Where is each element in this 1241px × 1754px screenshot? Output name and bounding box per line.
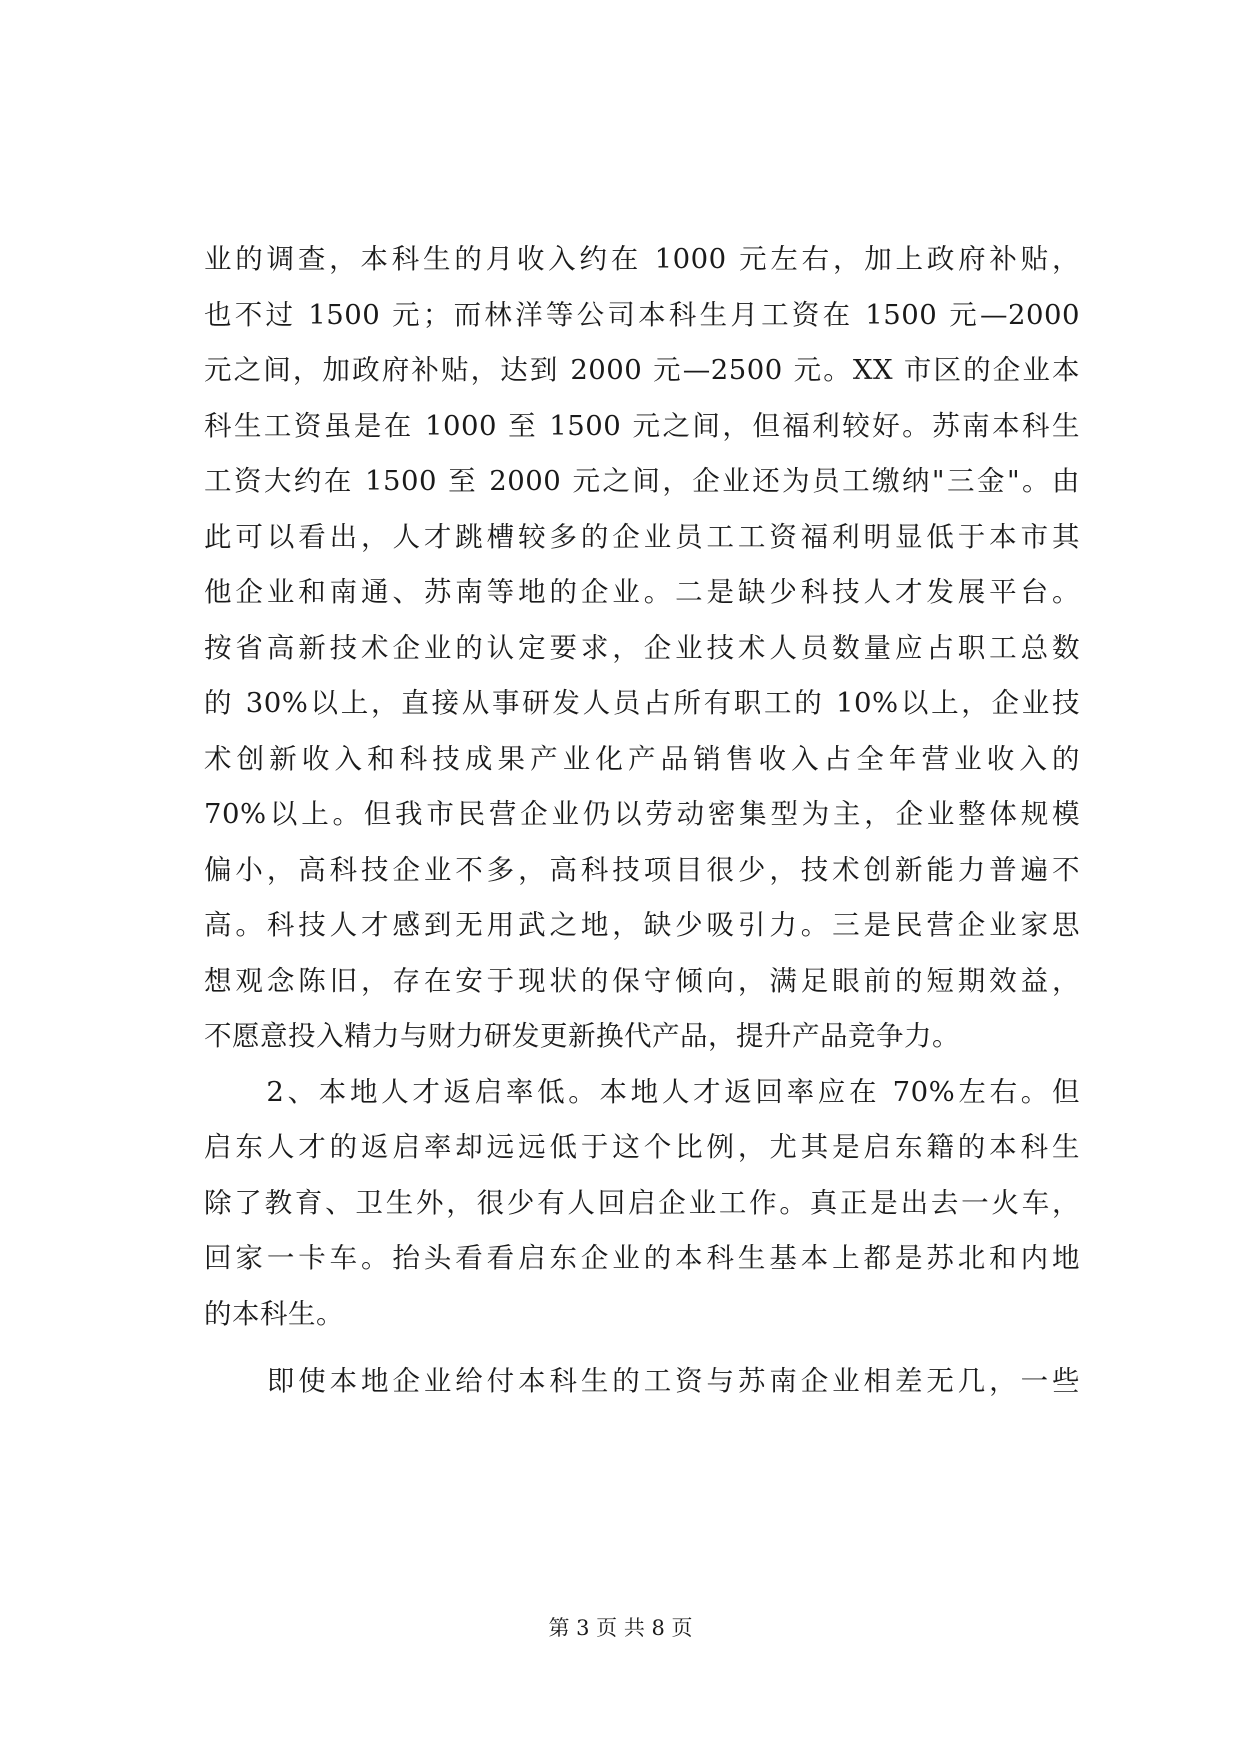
body-text (204, 232, 1080, 1410)
text-line: 70%以上。但我市民营企业仍以劳动密集型为主，企业整体规模 (204, 798, 1080, 830)
text-line: 科生工资虽是在 1000 至 1500 元之间，但福利较好。苏南本科生 (204, 409, 1080, 442)
text-line: 启东人才的返启率却远远低于这个比例，尤其是启东籍的本科生 (204, 1131, 1080, 1163)
text-line: 即使本地企业给付本科生的工资与苏南企业相差无几，一些 (204, 1365, 1080, 1397)
text-line: 元之间，加政府补贴，达到 2000 元—2500 元。XX 市区的企业本 (204, 354, 1080, 386)
text-line: 此可以看出，人才跳槽较多的企业员工工资福利明显低于本市其 (204, 520, 1080, 553)
text-line: 术创新收入和科技成果产业化产品销售收入占全年营业收入的 (204, 742, 1080, 775)
text-line: 想观念陈旧，存在安于现状的保守倾向，满足眼前的短期效益， (204, 964, 1080, 997)
text-line: 回家一卡车。抬头看看启东企业的本科生基本上都是苏北和内地 (204, 1242, 1080, 1274)
text-line: 除了教育、卫生外，很少有人回启企业工作。真正是出去一火车， (204, 1186, 1080, 1219)
text-line: 2、本地人才返启率低。本地人才返回率应在 70%左右。但 (204, 1075, 1080, 1108)
text-line: 按省高新技术企业的认定要求，企业技术人员数量应占职工总数 (204, 631, 1080, 664)
page-number-label: 第 3 页 共 8 页 (548, 1616, 693, 1640)
text-line: 的本科生。 (204, 1297, 344, 1330)
text-line: 他企业和南通、苏南等地的企业。二是缺少科技人才发展平台。 (204, 576, 1080, 608)
text-line: 业的调查，本科生的月收入约在 1000 元左右，加上政府补贴， (204, 243, 1080, 275)
text-line: 的 30%以上，直接从事研发人员占所有职工的 10%以上，企业技 (204, 687, 1080, 719)
text-line: 高。科技人才感到无用武之地，缺少吸引力。三是民营企业家思 (204, 909, 1080, 941)
text-line: 也不过 1500 元；而林洋等公司本科生月工资在 1500 元—2000 (204, 298, 1080, 331)
text-line: 偏小，高科技企业不多，高科技项目很少，技术创新能力普遍不 (204, 853, 1080, 886)
page-footer (0, 1612, 1241, 1642)
text-line: 不愿意投入精力与财力研发更新换代产品，提升产品竞争力。 (204, 1020, 960, 1052)
paragraph-gap (204, 1342, 1080, 1354)
text-line: 工资大约在 1500 至 2000 元之间，企业还为员工缴纳"三金"。由 (204, 465, 1080, 497)
